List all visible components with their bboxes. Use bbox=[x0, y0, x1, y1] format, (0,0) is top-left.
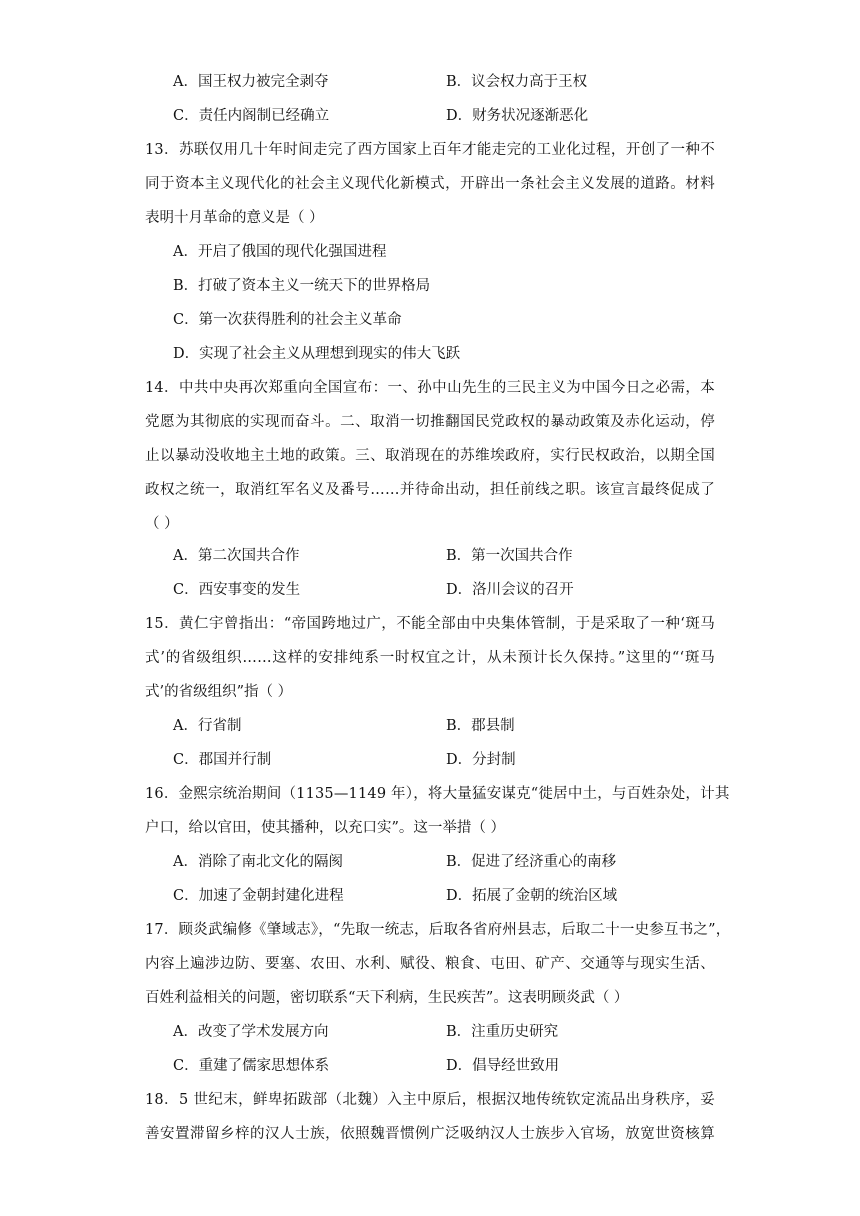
q12-option-d: D．财务状况逐渐恶化 bbox=[446, 108, 589, 124]
q13-stem-line: 表明十月革命的意义是（ ） bbox=[145, 210, 324, 226]
q14-option-d: D．洛川会议的召开 bbox=[446, 582, 574, 598]
q13-option-d: D．实现了社会主义从理想到现实的伟大飞跃 bbox=[173, 346, 461, 362]
q14-option-a: A．第二次国共合作 bbox=[173, 548, 300, 564]
q14-stem-line: （ ） bbox=[145, 516, 179, 532]
q15-stem-line: 式’的省级组织……这样的安排纯系一时权宜之计，从未预计长久保持。”这里的“‘斑马 bbox=[145, 650, 715, 666]
q13-option-a: A．开启了俄国的现代化强国进程 bbox=[173, 244, 387, 260]
q14-stem-line: 政权之统一，取消红军名义及番号……并待命出动，担任前线之职。该宣言最终促成了 bbox=[145, 482, 715, 498]
q15-stem-line: 式’的省级组织”指（ ） bbox=[145, 684, 293, 700]
q18-stem-line: 18．5 世纪末，鲜卑拓跋部（北魏）入主中原后，根据汉地传统钦定流品出身秩序，妥 bbox=[145, 1092, 715, 1108]
q17-option-b: B．注重历史研究 bbox=[446, 1024, 559, 1040]
q17-stem-line: 17．顾炎武编修《肇域志》，“先取一统志，后取各省府州县志，后取二十一史参互书之”， bbox=[145, 922, 731, 938]
q14-stem-line: 止以暴动没收地主土地的政策。三、取消现在的苏维埃政府，实行民权政治，以期全国 bbox=[145, 448, 715, 464]
q17-option-a: A．改变了学术发展方向 bbox=[173, 1024, 329, 1040]
q15-option-d: D．分封制 bbox=[446, 752, 516, 768]
q16-stem-line: 户口，给以官田，使其播种，以充口实”。这一举措（ ） bbox=[145, 820, 506, 836]
q15-option-c: C．郡国并行制 bbox=[173, 752, 272, 768]
q16-stem-line: 16．金熙宗统治期间（1135—1149 年），将大量猛安谋克“徙居中土，与百姓杂处，计其 bbox=[145, 786, 730, 802]
q16-option-c: C．加速了金朝封建化进程 bbox=[173, 888, 344, 904]
q12-option-b: B．议会权力高于王权 bbox=[446, 74, 588, 90]
q12-option-c: C．责任内阁制已经确立 bbox=[173, 108, 330, 124]
q15-option-b: B．郡县制 bbox=[446, 718, 515, 734]
q13-stem-line: 13．苏联仅用几十年时间走完了西方国家上百年才能走完的工业化过程，开创了一种不 bbox=[145, 142, 715, 158]
q13-stem-line: 同于资本主义现代化的社会主义现代化新模式，开辟出一条社会主义发展的道路。材料 bbox=[145, 176, 715, 192]
q14-stem-line: 14．中共中央再次郑重向全国宣布：一、孙中山先生的三民主义为中国今日之必需，本 bbox=[145, 380, 715, 396]
q17-stem-line: 百姓利益相关的问题，密切联系“天下利病，生民疾苦”。这表明顾炎武（ ） bbox=[145, 990, 629, 1006]
q14-option-b: B．第一次国共合作 bbox=[446, 548, 573, 564]
q15-option-a: A．行省制 bbox=[173, 718, 242, 734]
q14-option-c: C．西安事变的发生 bbox=[173, 582, 301, 598]
q16-option-d: D．拓展了金朝的统治区域 bbox=[446, 888, 618, 904]
q12-option-a: A．国王权力被完全剥夺 bbox=[173, 74, 329, 90]
q17-option-d: D．倡导经世致用 bbox=[446, 1058, 560, 1074]
q13-option-b: B．打破了资本主义一统天下的世界格局 bbox=[173, 278, 431, 294]
q17-option-c: C．重建了儒家思想体系 bbox=[173, 1058, 330, 1074]
q14-stem-line: 党愿为其彻底的实现而奋斗。二、取消一切推翻国民党政权的暴动政策及赤化运动，停 bbox=[145, 414, 715, 430]
q16-option-b: B．促进了经济重心的南移 bbox=[446, 854, 617, 870]
q16-option-a: A．消除了南北文化的隔阂 bbox=[173, 854, 343, 870]
q17-stem-line: 内容上遍涉边防、要塞、农田、水利、赋役、粮食、屯田、矿产、交通等与现实生活、 bbox=[145, 956, 715, 972]
q13-option-c: C．第一次获得胜利的社会主义革命 bbox=[173, 312, 402, 328]
q18-stem-line: 善安置滞留乡梓的汉人士族，依照魏晋惯例广泛吸纳汉人士族步入官场，放宽世资核算 bbox=[145, 1126, 715, 1142]
q15-stem-line: 15．黄仁宇曾指出：“帝国跨地过广，不能全部由中央集体管制，于是采取了一种‘斑马 bbox=[145, 616, 715, 632]
